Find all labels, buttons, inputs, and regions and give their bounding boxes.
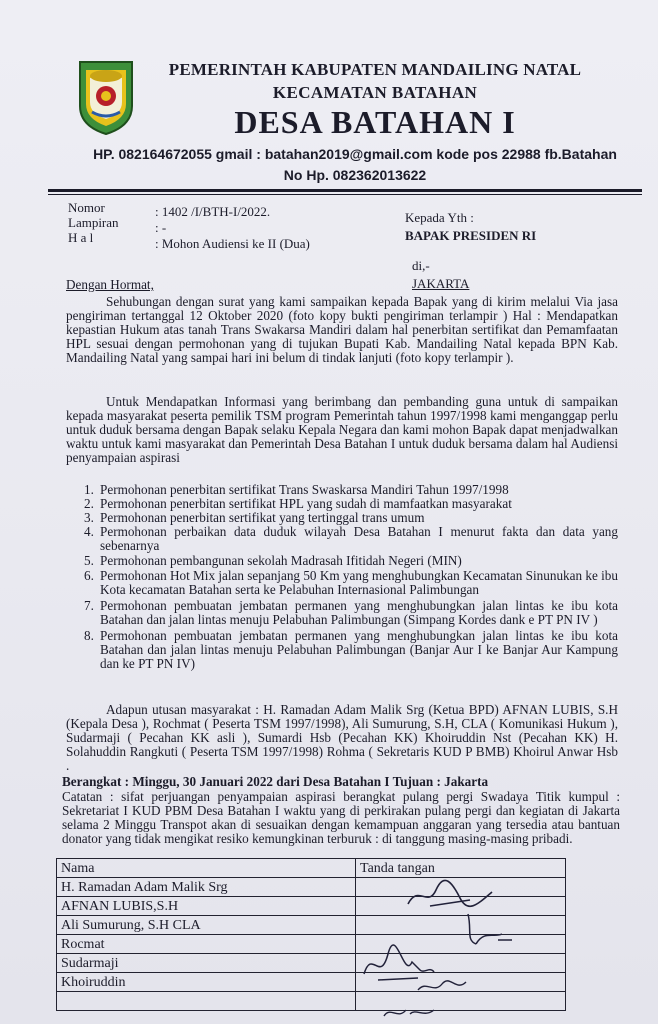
header-district: KECAMATAN BATAHAN (272, 83, 478, 102)
meta-hal-value: : Mohon Audiensi ke II (Dua) (155, 236, 310, 251)
request-list-number: 8. (84, 628, 94, 643)
table-cell-name (57, 992, 356, 1011)
request-list-text: Permohonan pembuatan jembatan permanen yang menghubungkan jalan lintas ke ibu kota Batahan dan jalan lintas menuju Pelabuhan Palimbungan (Simpang Kordes dank e PT PN IV ) (100, 598, 618, 627)
request-list-item (66, 497, 618, 511)
table-cell-name: H. Ramadan Adam Malik Srg (57, 878, 356, 897)
request-list (66, 483, 618, 671)
header-government: PEMERINTAH KABUPATEN MANDAILING NATAL (168, 60, 582, 79)
table-cell-name: Sudarmaji (57, 954, 356, 973)
request-list-text: Permohonan pembangunan sekolah Madrasah Ifitidah Negeri (MIN) (100, 553, 462, 568)
table-row (57, 954, 566, 973)
request-list-number: 7. (84, 598, 94, 613)
request-list-number: 4. (84, 524, 94, 539)
recipient-kepada: Kepada Yth : (405, 210, 474, 225)
delegation-paragraph: Adapun utusan masyarakat : H. Ramadan Adam Malik Srg (Ketua BPD) AFNAN LUBIS, S.H (Kepala Desa ), Rochmat ( Peserta TSM 1997/1998), Ali Sumurung, S.H, CLA ( Komunikasi Hukum ), Sudarmaji ( Pecahan KK asli ), Sumardi Hsb (Pecahan KK) Khoiruddin Nst (Pecahan KK) H. Solahuddin Rangkuti ( Peserta TSM 1997/1998) Rohma ( Sekretaris KUD P BMB) Khoirul Anwar Hsb . (66, 702, 618, 773)
request-list-number: 5. (84, 553, 94, 568)
table-row (57, 992, 566, 1011)
table-head-name: Nama (57, 859, 356, 878)
request-list-text: Permohonan Hot Mix jalan sepanjang 50 Km yang menghubungkan Kecamatan Sinunukan ke ibu Kota kecamatan Batahan serta ke Pelabuhan Internasional Palimbungan (100, 568, 618, 597)
recipient-name: BAPAK PRESIDEN RI (405, 228, 537, 243)
table-row (57, 973, 566, 992)
table-cell-name: Rocmat (57, 935, 356, 954)
header-rule-thin (48, 194, 642, 195)
table-cell-name: Khoiruddin (57, 973, 356, 992)
paragraph-2: Untuk Mendapatkan Informasi yang berimbang dan pembanding guna untuk di sampaikan kepada masyarakat peserta pemilik TSM program Pemerintah tahun 1997/1998 kami menganggap perlu untuk duduk bersama dengan Bapak selaku Kepala Negara dan kami mohon Bapak dapat menjadwalkan waktu untuk kami masyarakat dan Pemerintah Desa Batahan I untuk duduk bersama dalam hal Audiensi penyampaian aspirasi (66, 394, 618, 465)
request-list-text: Permohonan penerbitan sertifikat HPL yang sudah di mamfaatkan masyarakat (100, 496, 512, 511)
meta-nomor-label: Nomor (68, 200, 105, 215)
regency-emblem-logo (76, 56, 136, 136)
request-list-text: Permohonan perbaikan data duduk wilayah Desa Batahan I menurut fakta dan data yang sebenarnya (100, 524, 618, 553)
recipient-city: JAKARTA (412, 276, 470, 291)
table-cell-name: AFNAN LUBIS,S.H (57, 897, 356, 916)
header-village: DESA BATAHAN I (234, 104, 516, 140)
table-head-sign: Tanda tangan (356, 859, 566, 878)
signature-2-image (458, 910, 518, 950)
header-phone: No Hp. 082362013622 (283, 167, 427, 183)
departure-line: Berangkat : Minggu, 30 Januari 2022 dari Desa Batahan I Tujuan : Jakarta (62, 774, 489, 789)
header-rule-thick (48, 189, 642, 192)
request-list-text: Permohonan penerbitan sertifikat yang tertinggal trans umum (100, 510, 425, 525)
note-paragraph: Catatan : sifat perjuangan penyampaian aspirasi berangkat pulang pergi Swadaya Titik kumpul : Sekretariat I KUD PBM Desa Batahan I waktu yang di perkirakan pulang pergi dan kegiatan di Jakarta selama 2 Minggu Transpot akan di sesuaikan dengan kemampuan anggaran yang tersedia atau bantuan donator yang tidak mengikat resiko kemungkinan terburuk : di tanggung masing-masing pribadi. (62, 789, 620, 846)
signature-1-image (400, 878, 500, 914)
recipient-di: di,- (412, 258, 430, 273)
request-list-number: 2. (84, 496, 94, 511)
request-list-number: 3. (84, 510, 94, 525)
salutation: Dengan Hormat, (66, 277, 154, 292)
header-contact: HP. 082164672055 gmail : batahan2019@gmail.com kode pos 22988 fb.Batahan (93, 146, 617, 162)
request-list-number: 6. (84, 568, 94, 583)
request-list-number: 1. (84, 482, 94, 497)
table-header-row (57, 859, 566, 878)
request-list-text: Permohonan pembuatan jembatan permanen yang menghubungkan jalan lintas ke ibu kota Batahan dan jalan lintas menuju Pelabuhan Palimbungan (Banjar Aur I ke Banjar Aur Kampung dan ke PT PN IV) (100, 628, 618, 671)
request-list-text: Permohonan penerbitan sertifikat Trans Swaskarsa Mandiri Tahun 1997/1998 (100, 482, 509, 497)
signature-4-image (414, 974, 470, 998)
request-list-item (66, 599, 618, 627)
request-list-item (66, 569, 618, 597)
request-list-item (66, 511, 618, 525)
meta-lampiran-label: Lampiran (68, 215, 119, 230)
meta-nomor-value: : 1402 /I/BTH-I/2022. (155, 204, 271, 219)
signature-5-image (380, 1004, 440, 1024)
request-list-item (66, 483, 618, 497)
table-cell-name: Ali Sumurung, S.H CLA (57, 916, 356, 935)
request-list-item (66, 629, 618, 671)
paragraph-1: Sehubungan dengan surat yang kami sampaikan kepada Bapak yang di kirim melalui Via jasa pengiriman tertanggal 12 Oktober 2020 (foto kopy bukti pengiriman terlampir ) Hal : Mendapatkan kepastian Hukum atas tanah Trans Swakarsa Mandiri dalam hal penerbitan sertifikat dan Pemamfaatan HPL sesuai dengan permohonan yang di tujukan Bupati Kab. Mandailing Natal kepada BPN Kab. Mandailing Natal yang sampai hari ini belum di tindak lanjuti (foto kopy terlampir ). (66, 294, 618, 365)
request-list-item (66, 554, 618, 568)
meta-hal-label: H a l (68, 230, 94, 245)
meta-lampiran-value: : - (155, 220, 167, 235)
request-list-item (66, 525, 618, 553)
